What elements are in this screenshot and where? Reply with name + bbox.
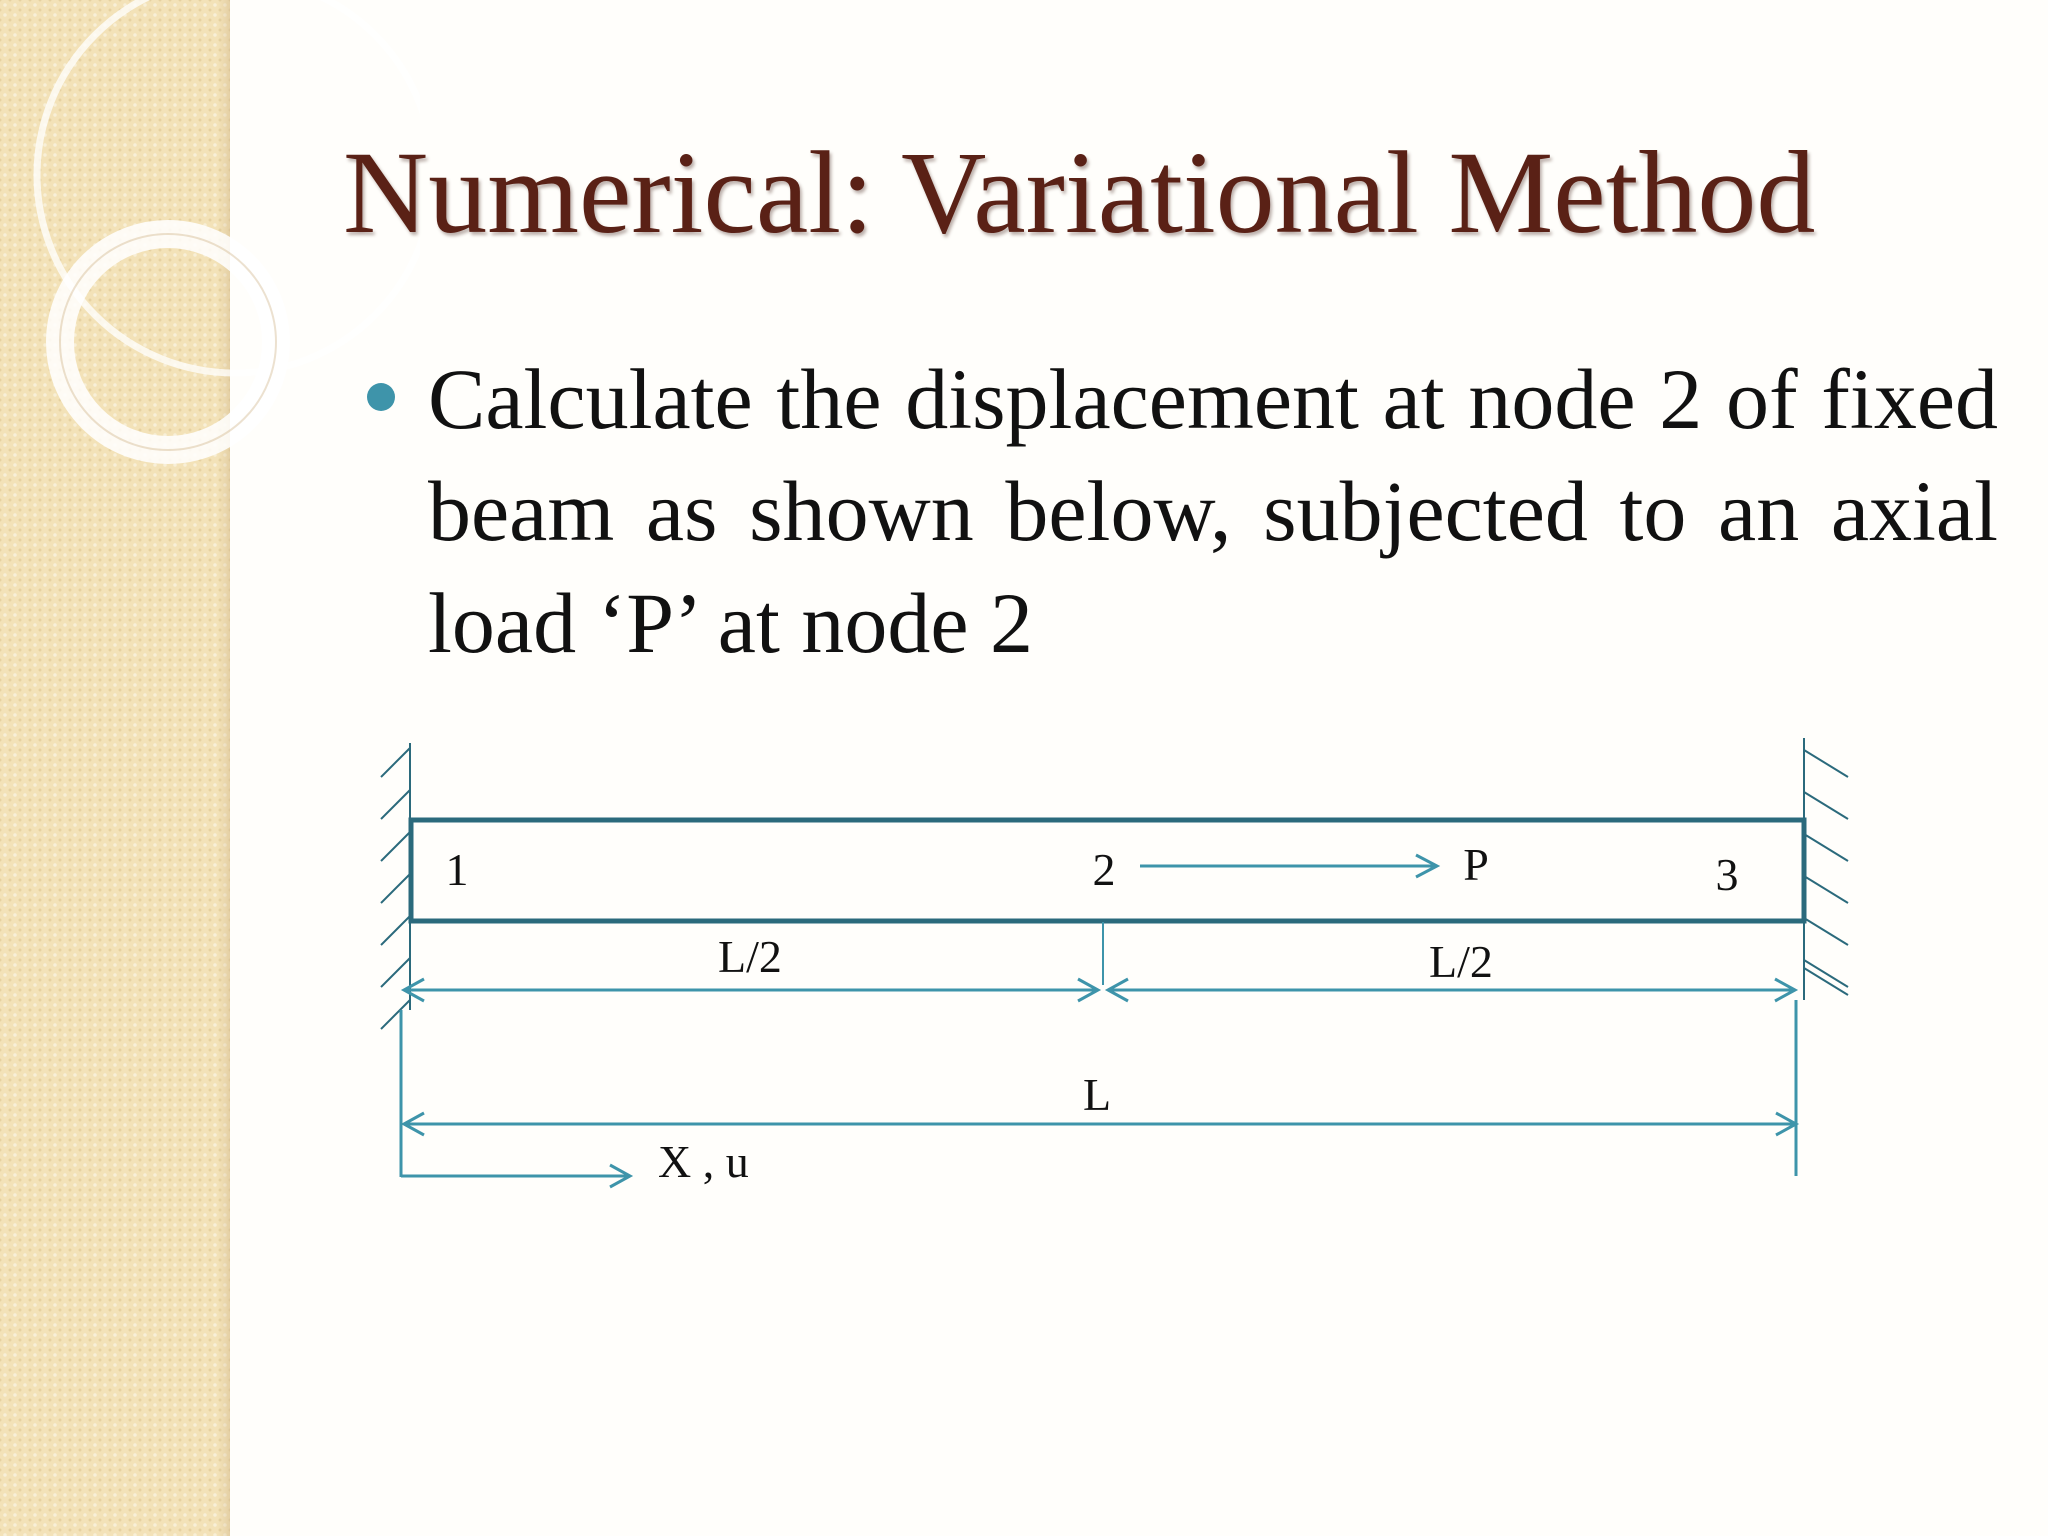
right-half-length-label: L/2 [1429,936,1493,987]
load-arrow [1140,855,1437,877]
node-2-label: 2 [1092,844,1116,895]
left-fixed-support [381,743,410,1029]
node-3-label: 3 [1715,849,1739,900]
axis-label: X , u [658,1136,749,1187]
left-half-length-label: L/2 [718,931,782,982]
x-axis-arrow [401,1010,630,1187]
total-length-label: L [1082,1069,1112,1120]
load-label: P [1463,839,1489,890]
problem-statement: Calculate the displacement at node 2 of fixed beam as shown below, subjected to an axial load ‘P’ at node 2 [428,351,1998,671]
page-title: Numerical: Variational Method [343,127,1816,258]
half-length-dimensions [404,979,1795,1001]
right-fixed-support [1804,738,1848,1000]
node-1-label: 1 [445,844,469,895]
